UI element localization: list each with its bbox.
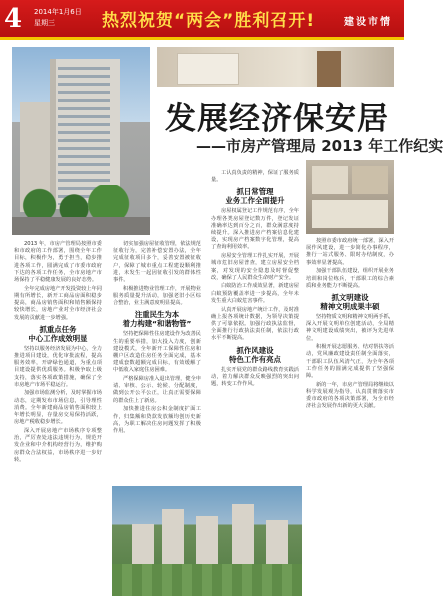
paragraph: 扎实开展党的群众路线教育实践活动，着力解决群众反映强烈的突出问题，转变工作作风。: [211, 366, 299, 387]
paragraph: 积极开展志愿服务、结对帮扶等活动，党风廉政建设责任制全面落实，干部职工队伍风清气正，为全年各项工作任务的圆满完成提供了坚强保障。: [306, 344, 394, 380]
paragraph: 坚持把保障性住房建设作为改善民生的重要举措，加大投入力度，创新建设模式，全年新开工保障性住房和棚户区改造住房任务全面完成，基本建成套数超额完成目标，有效缓解了中低收入家庭住房困难。: [113, 331, 201, 374]
page-number: 4: [4, 4, 23, 34]
issue-date: 2014年1月6日: [34, 8, 82, 16]
building-photo: [12, 47, 150, 235]
issue-weekday: 星期三: [34, 19, 55, 27]
paragraph: 白蚁防治工作成效显著，新建房屋白蚁预防覆盖率进一步提高，全年未发生重大白蚁危害事件。: [211, 283, 299, 304]
banner-headline: 热烈祝贺“两会”胜利召开!: [102, 11, 316, 31]
article-title: 发展经济保安居: [165, 101, 389, 137]
paragraph: 2013 年，市房产管理局按照市委和市政府的工作部署，围绕全年工作目标，积极作为，勇于担当，稳步推进各项工作，圆满完成了市委市政府下达的各项工作任务，全市房地产市场保持了平稳健康发展的良好态势。: [14, 241, 102, 284]
interior-photo: [157, 47, 394, 87]
article-column-4: [306, 238, 394, 591]
paragraph: 坚持物质文明和精神文明两手抓，深入开展文明单位创建活动，全局精神文明建设成绩突出，被评为先进单位。: [306, 313, 394, 342]
paragraph: 房屋权属登记工作规范有序，全年办理各类房屋登记数万件，登记发证准确率达到百分之百，群众满意度持续提升。深入推进房产档案信息化建设，实现房产档案数字化管理，提高了查询利用效率。: [211, 208, 299, 251]
section-heading: 抓文明建设 精神文明成果丰硕: [320, 292, 380, 311]
paragraph: 工认真负责的精神，保证了服务质量。: [211, 170, 299, 184]
city-photo: [112, 486, 302, 596]
paragraph: 坚持以服务经济发展为中心，全力推进项目建设，优化审批流程，提高服务效率，开辟绿色通道，为重点项目建设提供优质服务。积极争取上级支持，落实各项政策措施，确保了全市房地产市场平稳运行。: [14, 345, 102, 388]
paragraph: 加强市场监测分析，及时掌握市场动态，定期发布市场信息，引导理性消费。全年新建商品房销售面积较上年增长明显，存量房交易保持活跃，房地产税收稳步增长。: [14, 390, 102, 426]
section-heading: 抓重点任务 中心工作成效明显: [28, 324, 88, 343]
paragraph: 严格保障房准入退出管理，健全申请、审核、公示、轮候、分配制度，做到公开公平公正，让真正需要保障的群众住上了新房。: [113, 376, 201, 404]
section-heading: 抓作风建设 特色工作有亮点: [229, 345, 281, 364]
article-column-1: [14, 241, 102, 591]
paragraph: 认真开展房地产统计工作，及时准确上报各项统计数据，为领导决策提供了可靠依据。加强行政执法监督，全面推行行政执法责任制，依法行政水平不断提高。: [211, 306, 299, 342]
housing-photo: [306, 160, 394, 234]
paragraph: 加强干部队伍建设，组织开展业务培训和岗位练兵，干部职工的综合素质和业务能力不断提高。: [306, 268, 394, 289]
section-heading: 注重民生为本 着力构建“和谐物管”: [122, 310, 192, 329]
article-subtitle: ——市房产管理局 2013 年工作纪实: [196, 137, 443, 155]
paragraph: 加快推进住房公积金制度扩面工作，归集额和贷款发放额均创历史新高，为职工解决住房问题发挥了积极作用。: [113, 406, 201, 434]
paragraph: 深入开展房地产市场秩序专项整治，严厉查处违法违规行为，规范开发企业和中介机构经营行为，维护购房群众合法权益，市场秩序进一步好转。: [14, 427, 102, 463]
paragraph: 积极推进物业管理工作，开展物业服务质量提升活动，加强老旧小区综合整治，业主满意度明显提高。: [113, 285, 201, 307]
banner-divider: [0, 37, 404, 40]
paragraph: 全年完成房地产开发投资较上年同期有所增长，新开工商品房面积稳步提高，商品房销售面积和销售额保持较快增长，房地产业对全市经济社会发展的贡献进一步增强。: [14, 285, 102, 321]
page-banner: [0, 0, 404, 40]
section-name: 建设市情: [344, 17, 392, 28]
paragraph: 切实加强房屋征收管理，依法规范征收行为，完善补偿安置办法，全年完成征收项目多个，妥善安置被征收户，保障了城市重点工程建设顺利推进，未发生一起因征收引发的群体性事件。: [113, 241, 201, 284]
paragraph: 房屋安全管理工作扎实开展，开展城市危旧房屋普查，建立房屋安全档案，对发现的安全隐患及时督促整改，确保了人民群众生命财产安全。: [211, 253, 299, 281]
paragraph: 新的一年，市房产管理局将继续以科学发展观为指导，认真贯彻落实市委市政府的各项决策部署，为全市经济社会发展作出新的更大贡献。: [306, 381, 394, 410]
section-heading: 抓日常管理 业务工作全面提升: [225, 187, 285, 206]
paragraph: 按照市委市政府统一部署，深入开展作风建设，进一步简化办事程序，推行一站式服务、限时办结制度，办事效率显著提高。: [306, 238, 394, 266]
